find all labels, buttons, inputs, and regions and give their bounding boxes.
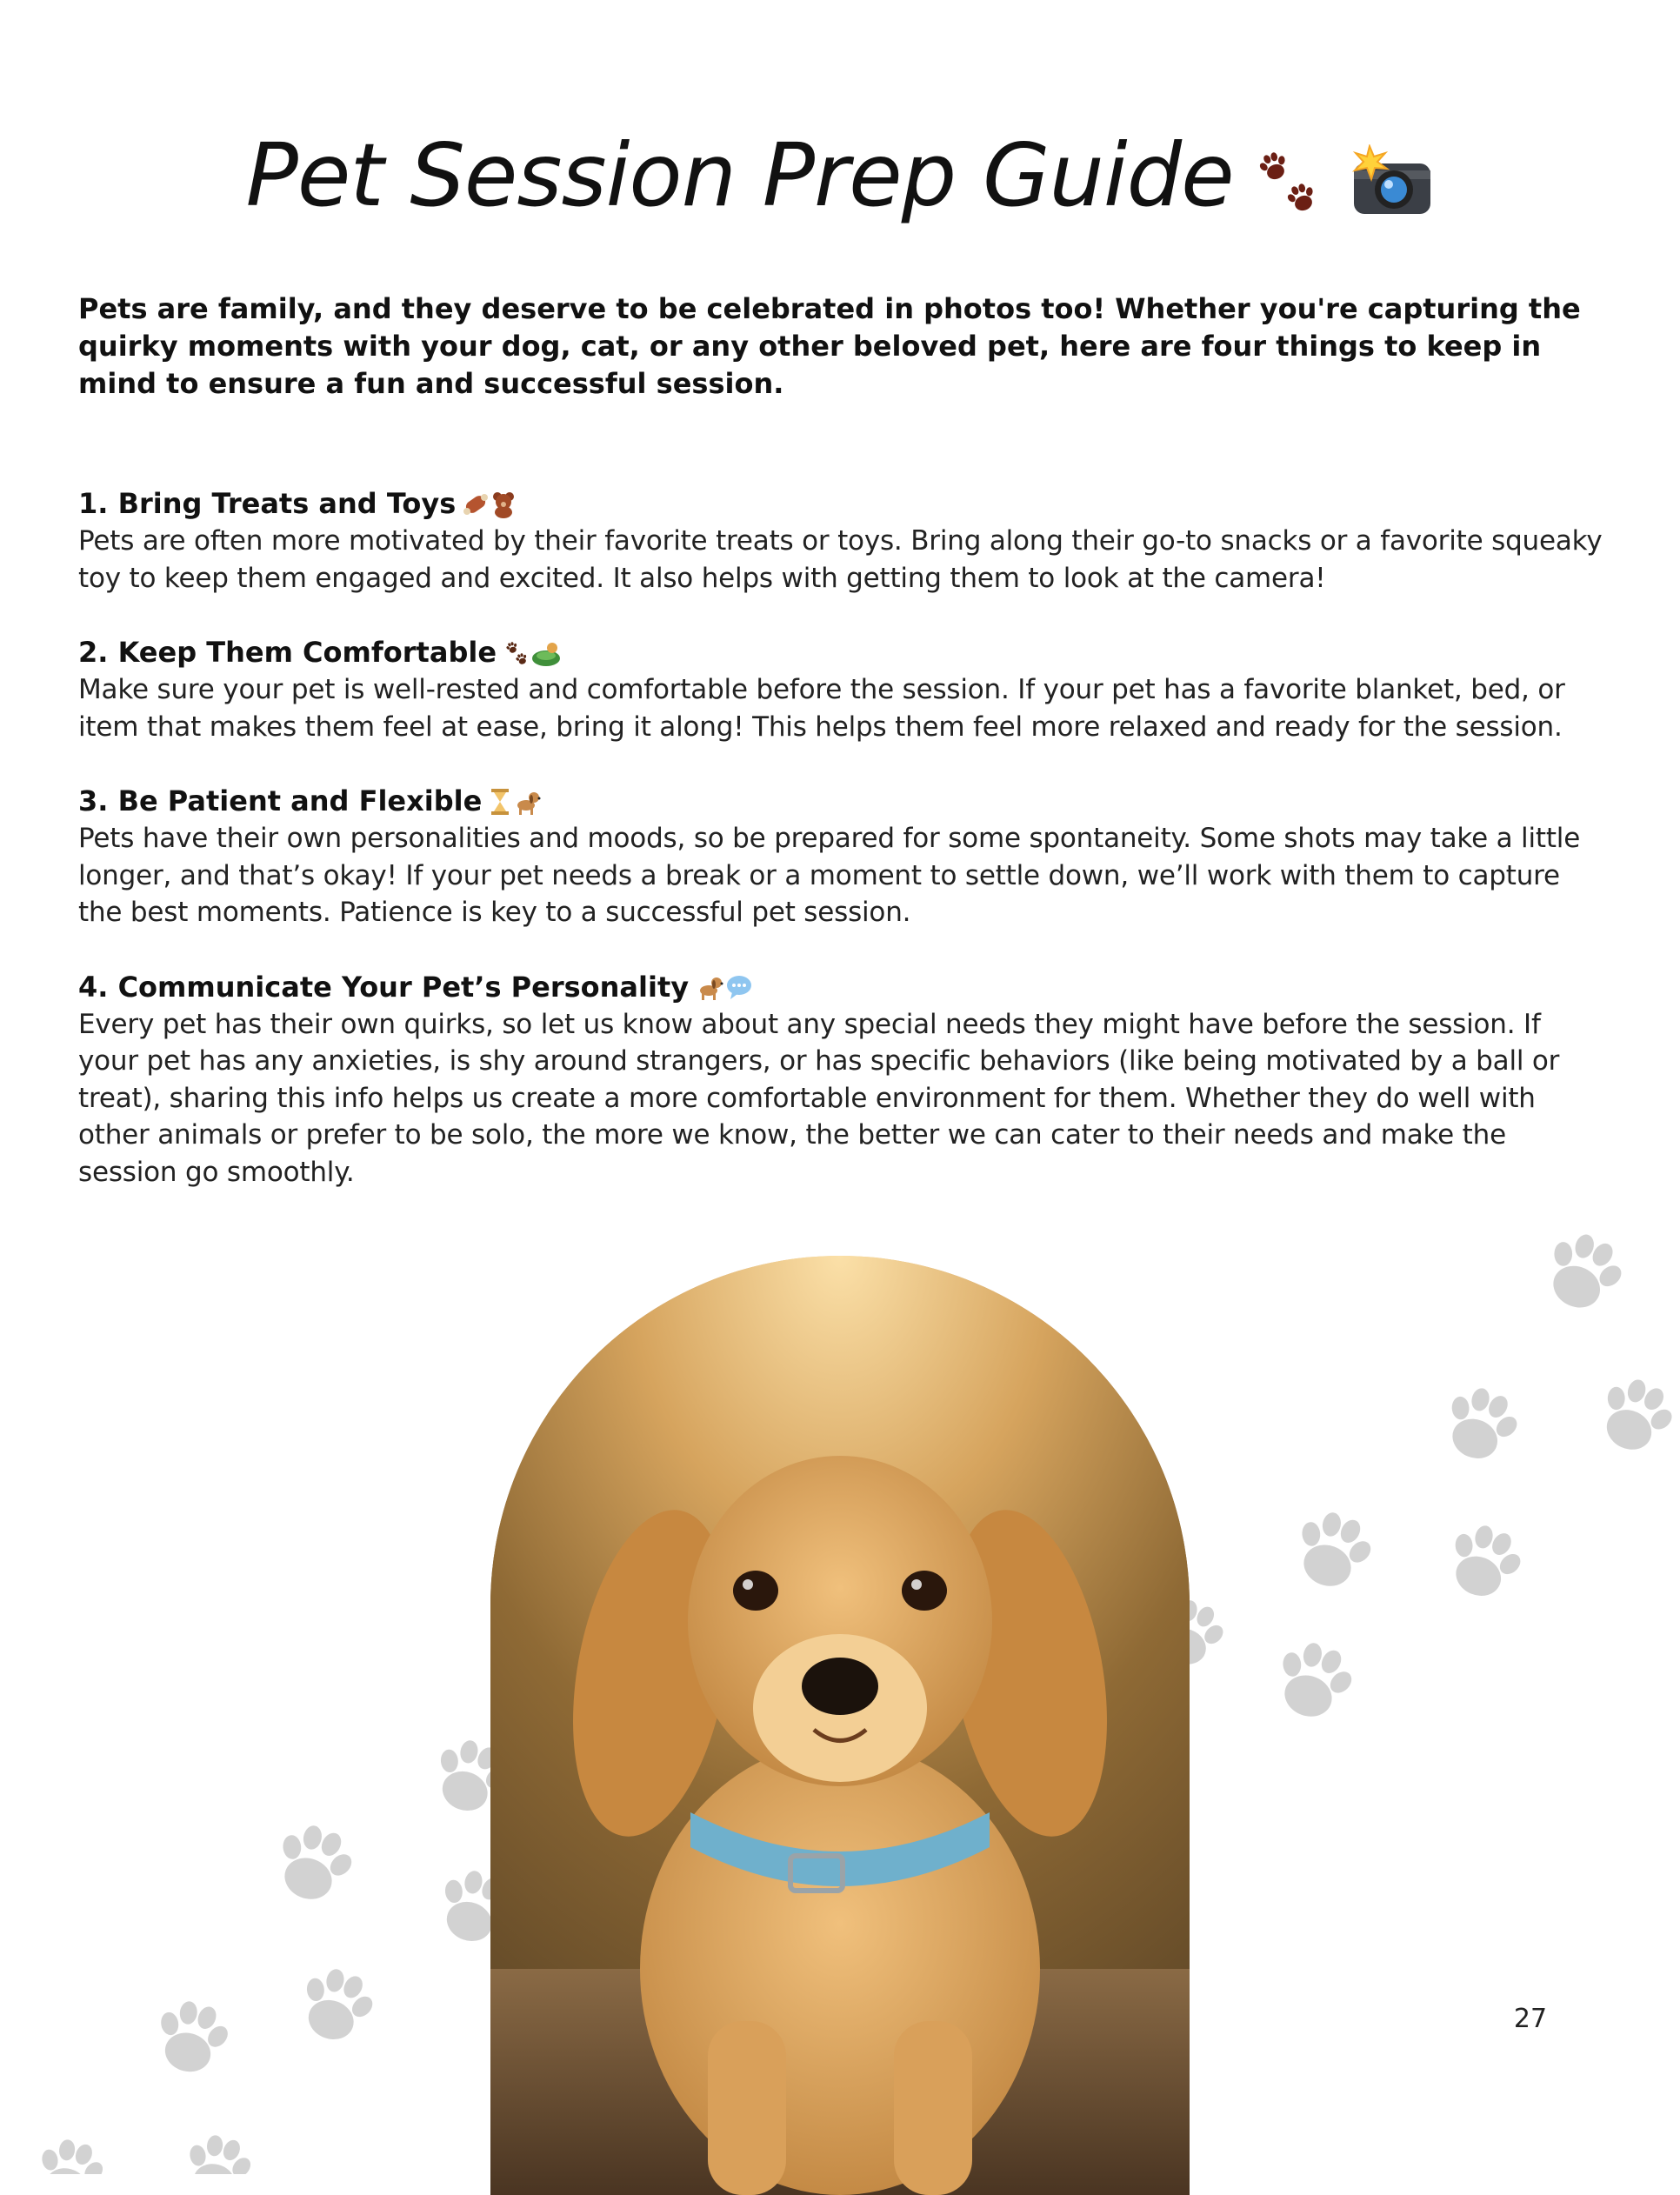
dog-icon [696, 973, 723, 1001]
page-number: 27 [1513, 2004, 1548, 2034]
paw-print-icon [1533, 1222, 1635, 1321]
tip-icons [696, 973, 753, 1001]
tip-icons [463, 490, 517, 518]
paw-prints-icon [1251, 144, 1324, 217]
speech-bubble-icon [725, 973, 753, 1001]
tip-icons [489, 788, 541, 816]
tip-item [78, 634, 1609, 745]
tip-item [78, 969, 1609, 1191]
intro-paragraph: Pets are family, and they deserve to be celebrated in photos too! Whether you're capturing the quirky moments with your dog, cat, or any other beloved pet, here are four things to keep in mind to ensure a fun and successful session. [78, 292, 1581, 400]
dachshund-illustration [490, 1256, 1190, 2195]
tip-body: Pets are often more motivated by their favorite treats or toys. Bring along their go-to snacks or a favorite squeaky toy to keep them engaged and excited. It also helps with getting them to look at the camera! [78, 525, 1603, 594]
tip-heading [78, 783, 1609, 820]
teddy-bear-icon [490, 490, 517, 518]
paw-print-icon [177, 2128, 259, 2174]
paw-print-icon [29, 2132, 111, 2174]
dog-icon [513, 788, 541, 816]
tip-body: Make sure your pet is well-rested and comfortable before the session. If your pet has a favorite blanket, bed, or item that makes them feel at ease, bring it along! This helps them feel more relaxed and ready for the session. [78, 674, 1565, 743]
tip-body: Pets have their own personalities and moods, so be prepared for some spontaneity. Some shots may take a little longer, and that’s okay! If your pet needs a break or a moment to settle down, we’ll work with them to capture the best moments. Patience is key to a successful pet session. [78, 823, 1581, 928]
tip-heading-text: 1. Bring Treats and Toys [78, 487, 457, 520]
camera-flash-icon [1350, 144, 1434, 217]
page-title [0, 119, 1680, 244]
paw-print-icon [290, 1959, 384, 2051]
page-title-text: Pet Session Prep Guide [245, 124, 1234, 226]
tip-heading-text: 2. Keep Them Comfortable [78, 636, 497, 669]
tip-body: Every pet has their own quirks, so let us know about any special needs they might have before the session. If your pet has any anxieties, is shy around strangers, or has specific behaviors (like being motivated by a ball or treat), sharing this info helps us create a more comfortable environment for them. Whether they do well with other animals or prefer to be solo, the more we know, the better we can cater to their needs and make the session go smoothly. [78, 1008, 1560, 1188]
paw-print-icon [1264, 1632, 1363, 1728]
tip-heading-text: 4. Communicate Your Pet’s Personality [78, 970, 690, 1004]
tip-heading [78, 969, 1609, 1006]
paw-prints-icon [503, 639, 530, 667]
tip-heading [78, 485, 1609, 523]
paw-print-icon [147, 1993, 237, 2080]
paw-print-icon [1437, 1515, 1532, 1608]
tip-heading [78, 634, 1609, 671]
treat-icon [463, 490, 489, 518]
tip-item [78, 783, 1609, 931]
tips-list [78, 485, 1609, 1228]
paw-print-icon [1587, 1368, 1680, 1463]
paw-print-icon [264, 1815, 363, 1911]
hourglass-icon [489, 788, 511, 816]
tip-heading-text: 3. Be Patient and Flexible [78, 784, 483, 817]
title-emoji-group [1251, 131, 1435, 244]
pet-bed-icon [531, 639, 561, 667]
tip-item [78, 485, 1609, 597]
paw-print-icon [1283, 1502, 1383, 1598]
dog-photo [490, 1256, 1190, 2195]
tip-icons [503, 639, 561, 667]
paw-print-icon [1433, 1378, 1529, 1471]
